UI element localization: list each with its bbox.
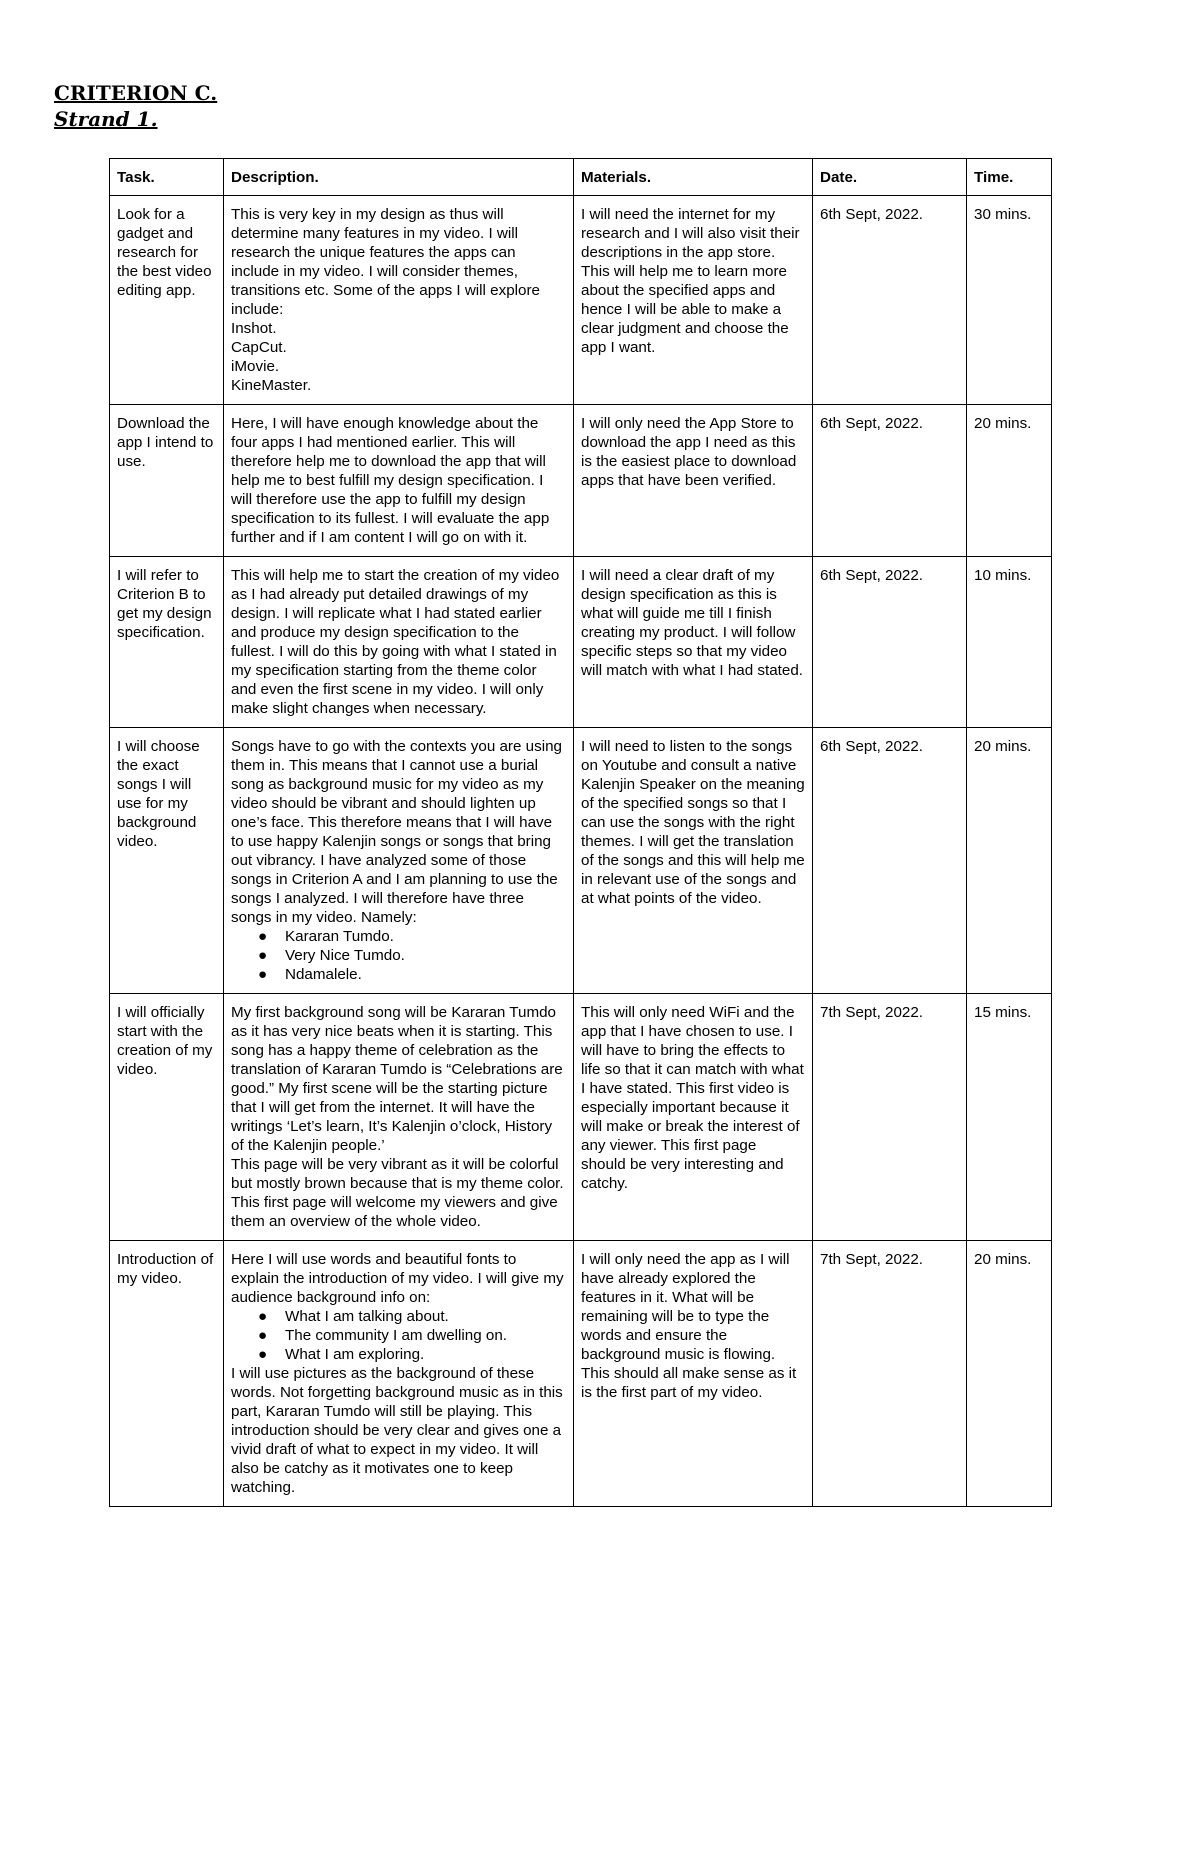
date-cell: 6th Sept, 2022. bbox=[813, 196, 967, 405]
column-header-description: Description. bbox=[224, 159, 574, 196]
task-cell: Look for a gadget and research for the best video editing app. bbox=[110, 196, 224, 405]
bullet-icon: ● bbox=[258, 1327, 268, 1344]
song-list bbox=[231, 927, 566, 984]
column-header-date: Date. bbox=[813, 159, 967, 196]
list-item: ● Very Nice Tumdo. bbox=[258, 947, 405, 964]
table-row bbox=[110, 994, 1052, 1241]
list-item: ● The community I am dwelling on. bbox=[258, 1327, 507, 1344]
app-name: KineMaster. bbox=[231, 377, 312, 394]
document-heading bbox=[54, 80, 217, 132]
bullet-icon: ● bbox=[258, 1346, 268, 1363]
app-name: CapCut. bbox=[231, 339, 287, 356]
description-text-continued: This page will be very vibrant as it will be colorful but mostly brown because that is my theme color. This first page will welcome my viewers and give them an overview of the whole video. bbox=[231, 1156, 564, 1230]
description-text-continued: I will use pictures as the background of these words. Not forgetting background music as in this part, Kararan Tumdo will still be playing. This introduction should be very clear and gives one a vivid draft of what to expect in my video. It will also be catchy as it motivates one to keep watching. bbox=[231, 1365, 563, 1496]
column-header-materials: Materials. bbox=[574, 159, 813, 196]
list-item: ● Kararan Tumdo. bbox=[258, 928, 394, 945]
task-cell: Introduction of my video. bbox=[110, 1241, 224, 1507]
background-info-list bbox=[231, 1307, 566, 1364]
materials-cell: I will need a clear draft of my design specification as this is what will guide me till I finish creating my product. I will follow specific steps so that my video will match with what I had stated. bbox=[574, 557, 813, 728]
task-cell: I will officially start with the creation of my video. bbox=[110, 994, 224, 1241]
app-name: Inshot. bbox=[231, 320, 277, 337]
materials-cell: I will need the internet for my research and I will also visit their descriptions in the app store. This will help me to learn more about the specified apps and hence I will be able to make a clear judgment and choose the app I want. bbox=[574, 196, 813, 405]
materials-cell: I will only need the app as I will have already explored the features in it. What will be remaining will be to type the words and ensure the background music is flowing. This should all make sense as it is the first part of my video. bbox=[574, 1241, 813, 1507]
description-cell bbox=[224, 728, 574, 994]
time-cell: 20 mins. bbox=[967, 728, 1052, 994]
task-cell: I will choose the exact songs I will use for my background video. bbox=[110, 728, 224, 994]
strand-subtitle: Strand 1. bbox=[54, 107, 158, 131]
materials-cell: This will only need WiFi and the app that I have chosen to use. I will have to bring the effects to life so that it can match with what I have stated. This first video is especially important because it will make or break the interest of any viewer. This first page should be very interesting and catchy. bbox=[574, 994, 813, 1241]
app-name: iMovie. bbox=[231, 358, 280, 375]
description-text: This is very key in my design as thus will determine many features in my video. I will research the unique features the apps can include in my video. I will consider themes, transitions etc. Some of the apps I will explore include: bbox=[231, 206, 540, 318]
date-cell: 6th Sept, 2022. bbox=[813, 557, 967, 728]
date-cell: 7th Sept, 2022. bbox=[813, 994, 967, 1241]
list-item: ● What I am exploring. bbox=[258, 1346, 425, 1363]
table-row bbox=[110, 1241, 1052, 1507]
time-cell: 10 mins. bbox=[967, 557, 1052, 728]
table-header-row bbox=[110, 159, 1052, 196]
materials-cell: I will need to listen to the songs on Youtube and consult a native Kalenjin Speaker on the meaning of the specified songs so that I can use the songs with the right themes. I will get the translation of the songs and this will help me in relevant use of the songs and at what points of the video. bbox=[574, 728, 813, 994]
bullet-icon: ● bbox=[258, 1308, 268, 1325]
task-cell: Download the app I intend to use. bbox=[110, 405, 224, 557]
bullet-icon: ● bbox=[258, 966, 268, 983]
plan-table bbox=[109, 158, 1052, 1507]
time-cell: 20 mins. bbox=[967, 1241, 1052, 1507]
description-cell: This will help me to start the creation of my video as I had already put detailed drawings of my design. I will replicate what I had stated earlier and produce my design specification to the fullest. I will do this by going with what I stated in my specification starting from the theme color and even the first scene in my video. I will only make slight changes when necessary. bbox=[224, 557, 574, 728]
date-cell: 6th Sept, 2022. bbox=[813, 405, 967, 557]
description-text: My first background song will be Kararan Tumdo as it has very nice beats when it is starting. This song has a happy theme of celebration as the translation of Kararan Tumdo is “Celebrations are good.” My first scene will be the starting picture that I will get from the internet. It will have the writings ‘Let’s learn, It’s Kalenjin o’clock, History of the Kalenjin people.’ bbox=[231, 1004, 563, 1154]
description-cell bbox=[224, 994, 574, 1241]
date-cell: 7th Sept, 2022. bbox=[813, 1241, 967, 1507]
description-text: Here I will use words and beautiful fonts to explain the introduction of my video. I will give my audience background info on: bbox=[231, 1251, 564, 1306]
column-header-time: Time. bbox=[967, 159, 1052, 196]
date-cell: 6th Sept, 2022. bbox=[813, 728, 967, 994]
description-cell bbox=[224, 196, 574, 405]
criterion-title: CRITERION C. bbox=[54, 81, 218, 105]
materials-cell: I will only need the App Store to download the app I need as this is the easiest place to download apps that have been verified. bbox=[574, 405, 813, 557]
table-row bbox=[110, 196, 1052, 405]
list-item: ● Ndamalele. bbox=[258, 966, 362, 983]
bullet-icon: ● bbox=[258, 947, 268, 964]
column-header-task: Task. bbox=[110, 159, 224, 196]
description-text: Songs have to go with the contexts you are using them in. This means that I cannot use a burial song as background music for my video as my video should be vibrant and should lighten up one’s face. This therefore means that I will have to use happy Kalenjin songs or songs that bring out vibrancy. I have analyzed some of those songs in Criterion A and I am planning to use the songs I analyzed. I will therefore have three songs in my video. Namely: bbox=[231, 738, 562, 926]
table-row bbox=[110, 405, 1052, 557]
table-row bbox=[110, 557, 1052, 728]
time-cell: 30 mins. bbox=[967, 196, 1052, 405]
task-cell: I will refer to Criterion B to get my design specification. bbox=[110, 557, 224, 728]
description-cell: Here, I will have enough knowledge about the four apps I had mentioned earlier. This will therefore help me to download the app that will help me to best fulfill my design specification. I will therefore use the app to fulfill my design specification to its fullest. I will evaluate the app further and if I am content I will go on with it. bbox=[224, 405, 574, 557]
description-cell bbox=[224, 1241, 574, 1507]
list-item: ● What I am talking about. bbox=[258, 1308, 449, 1325]
bullet-icon: ● bbox=[258, 928, 268, 945]
time-cell: 15 mins. bbox=[967, 994, 1052, 1241]
time-cell: 20 mins. bbox=[967, 405, 1052, 557]
table-row bbox=[110, 728, 1052, 994]
